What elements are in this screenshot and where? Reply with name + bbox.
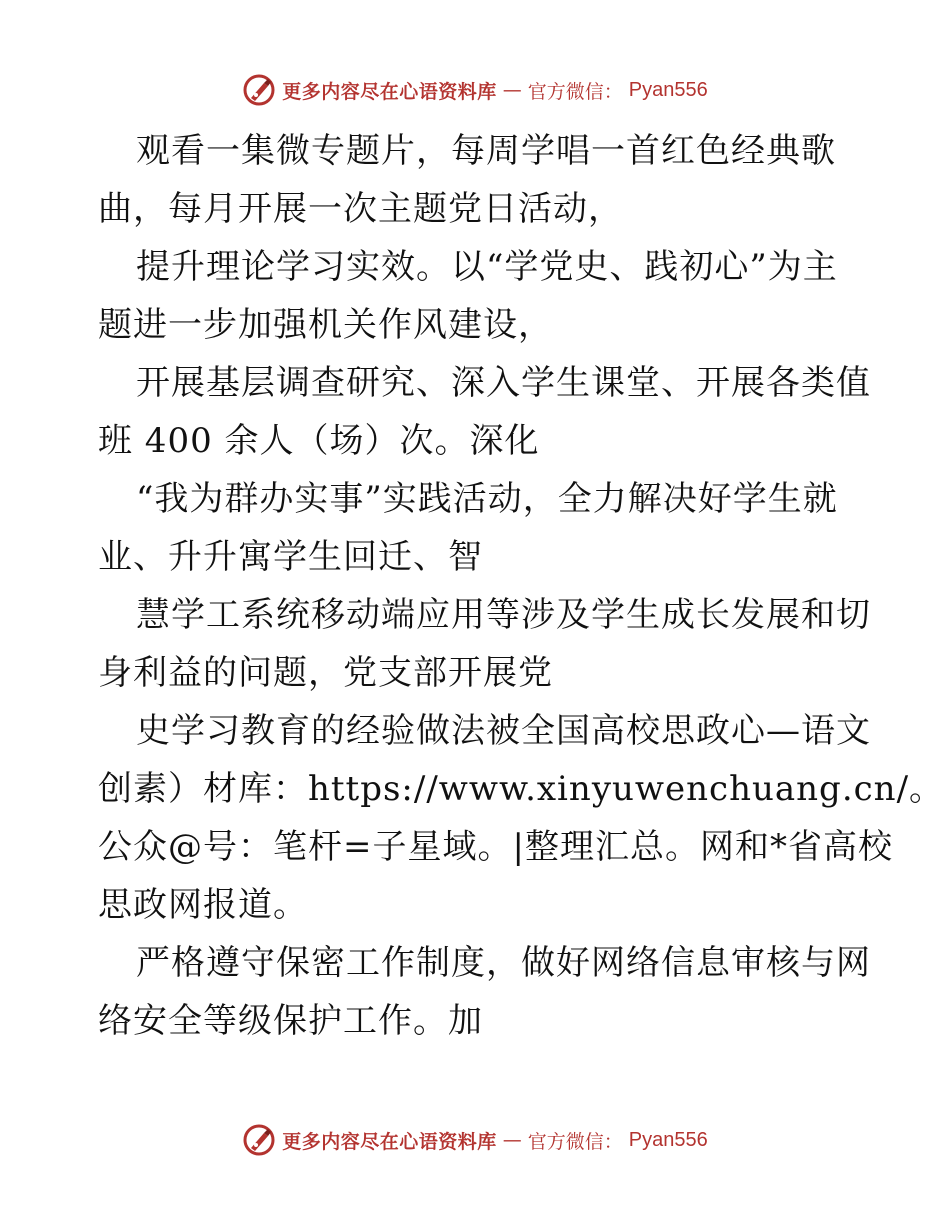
text-line: 公众@号：笔杆=子星域。|整理汇总。网和*省高校 (98, 827, 893, 867)
text-line: 络安全等级保护工作。加 (98, 1001, 483, 1041)
footer-wechat-id: Pyan556 (628, 1128, 708, 1151)
text-line: 题进一步加强机关作风建设， (98, 305, 553, 345)
footer-wechat-label: 官方微信： (527, 1130, 623, 1153)
paragraph (98, 586, 871, 702)
text-line: 班 400 余人（场）次。深化 (98, 421, 540, 461)
text-line: 开展基层调查研究、深入学生课堂、开展各类值 (136, 363, 871, 403)
text-line: 史学习教育的经验做法被全国高校思政心—语文 (136, 711, 871, 751)
body-text (98, 122, 945, 1050)
paragraph (98, 934, 871, 1050)
paragraph (98, 354, 871, 470)
header-wechat-label: 官方微信： (527, 80, 623, 103)
footer-separator: — (502, 1129, 522, 1151)
text-line: 慧学工系统移动端应用等涉及学生成长发展和切 (136, 595, 871, 635)
text-line: 创素）材库：https://www.xinyuwenchuang.cn/。 (98, 769, 945, 809)
text-line: 业、升升寓学生回迁、智 (98, 537, 483, 577)
paragraph (98, 470, 858, 586)
text-line: 观看一集微专题片，每周学唱一首红色经典歌 (136, 131, 836, 171)
text-line: 提升理论学习实效。以“学党史、践初心”为主 (136, 247, 838, 287)
text-line: “我为群办实事”实践活动，全力解决好学生就 (136, 479, 838, 519)
text-line: 身利益的问题，党支部开展党 (98, 653, 553, 693)
footer-banner (0, 1120, 950, 1160)
text-line: 严格遵守保密工作制度，做好网络信息审核与网 (136, 943, 871, 983)
header-separator: — (502, 79, 522, 101)
pen-nib-logo-icon (242, 73, 276, 107)
header-wechat-id: Pyan556 (628, 78, 708, 101)
text-line: 曲，每月开展一次主题党日活动， (98, 189, 623, 229)
text-line: 思政网报道。 (98, 885, 308, 925)
header-brand-text: 更多内容尽在心语资料库 (282, 80, 497, 103)
header-banner (0, 70, 950, 110)
footer-brand-text: 更多内容尽在心语资料库 (282, 1130, 497, 1153)
paragraph (98, 122, 858, 238)
paragraph (98, 702, 945, 934)
paragraph (98, 238, 858, 354)
pen-nib-logo-icon (242, 1123, 276, 1157)
